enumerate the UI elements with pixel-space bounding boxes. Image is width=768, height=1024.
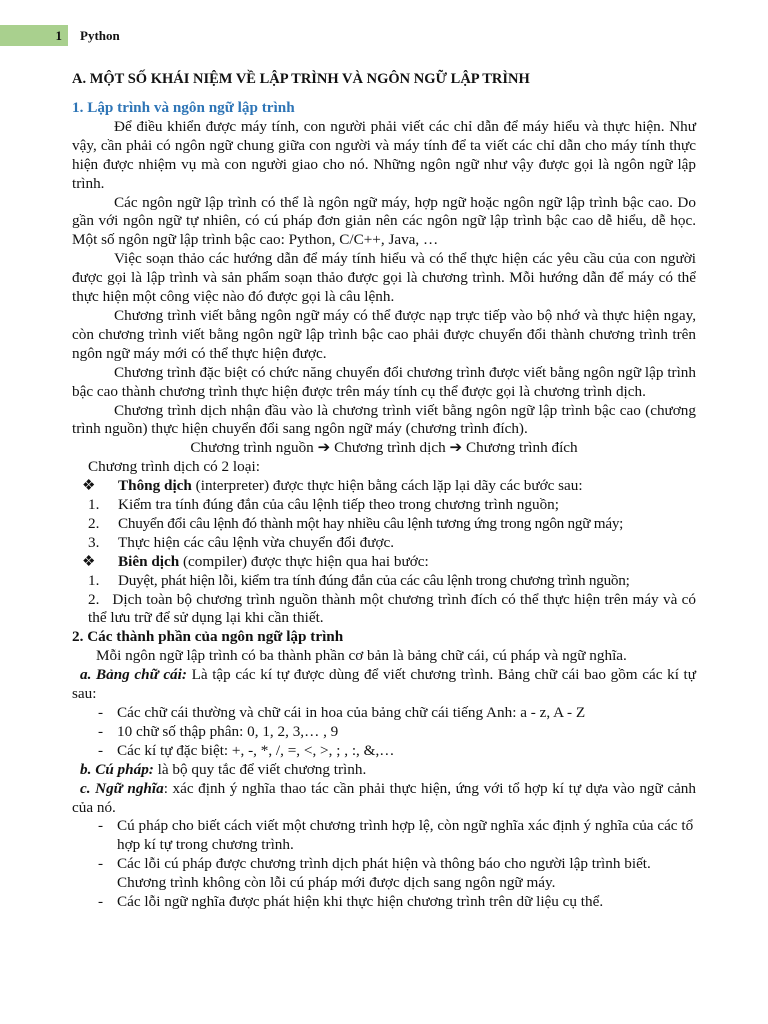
- page-number: 1: [0, 25, 68, 46]
- list-item: - Các lỗi cú pháp được chương trình dịch phát hiện và thông báo cho người lập trình biết. Chương trình không còn lỗi cú pháp mới được dịch sang ngôn ngữ máy.: [98, 855, 651, 892]
- section-2-heading: 2. Các thành phần của ngôn ngữ lập trình: [72, 628, 344, 646]
- dash-bullet: -: [98, 722, 104, 740]
- paragraph: b. Cú pháp: là bộ quy tắc để viết chương trình.: [80, 760, 367, 778]
- term-desc: (compiler) được thực hiện qua hai bước:: [179, 552, 429, 570]
- list-item: - Các chữ cái thường và chữ cái in hoa của bảng chữ cái tiếng Anh: a - z, A - Z: [98, 704, 586, 721]
- list-item: - Các lỗi ngữ nghĩa được phát hiện khi thực hiện chương trình trên dữ liệu cụ thể.: [98, 893, 604, 911]
- list-number: 3.: [88, 533, 100, 551]
- section-1-heading: 1. Lập trình và ngôn ngữ lập trình: [72, 99, 295, 116]
- paragraph: Việc soạn thảo các hướng dẫn để máy tính hiểu và có thể thực hiện các yêu cầu của con người được gọi là lập trình và sản phẩm soạn thảo được gọi là chương trình. Mỗi hướng dẫn để máy có thể thực hiện một công việc nào đó được gọi là câu lệnh.: [72, 250, 696, 306]
- list-item: 2. Chuyển đổi câu lệnh đó thành một hay nhiều câu lệnh tương ứng trong ngôn ngữ máy;: [88, 514, 624, 532]
- list-item: 1. Kiểm tra tính đúng đắn của câu lệnh tiếp theo trong chương trình nguồn;: [88, 496, 559, 514]
- interpreter-item: [72, 477, 696, 496]
- list-item: - Các kí tự đặc biệt: +, -, *, /, =, <, >, ; , :, &,…: [98, 741, 395, 759]
- paragraph: Chương trình dịch có 2 loại:: [88, 458, 260, 476]
- paragraph: Để điều khiển được máy tính, con người phải viết các chỉ dẫn để máy hiểu và thực hiện. Như vậy, cần phải có ngôn ngữ chung giữa con người và máy tính để ta viết các chỉ dẫn cho máy tính thực hiện được nhiệm vụ mà con người giao cho nó. Những ngôn ngữ như vậy được gọi là ngôn ngữ lập trình.: [72, 117, 696, 192]
- diamond-bullet-icon: ❖: [82, 477, 96, 495]
- dash-bullet: -: [98, 855, 104, 873]
- diamond-bullet-icon: ❖: [82, 552, 96, 570]
- paragraph: Chương trình dịch nhận đầu vào là chương trình viết bằng ngôn ngữ lập trình bậc cao (chương trình nguồn) thực hiện chuyển đổi sang ngôn ngữ máy (chương trình đích).: [72, 401, 696, 438]
- paragraph: c. Ngữ nghĩa: xác định ý nghĩa thao tác cần phải thực hiện, ứng với tổ hợp kí tự dựa vào ngữ cảnh của nó.: [72, 779, 696, 816]
- paragraph: Mỗi ngôn ngữ lập trình có ba thành phần cơ bản là bảng chữ cái, cú pháp và ngữ nghĩa.: [96, 647, 627, 665]
- subsection-label: a. Bảng chữ cái:: [80, 666, 187, 684]
- list-item: 1. Duyệt, phát hiện lỗi, kiểm tra tính đúng đắn của các câu lệnh trong chương trình nguồn;: [88, 571, 630, 589]
- list-item: - 10 chữ số thập phân: 0, 1, 2, 3,… , 9: [98, 722, 339, 740]
- header-title: Python: [80, 28, 120, 43]
- list-number: 1.: [88, 496, 100, 514]
- document-title: A. MỘT SỐ KHÁI NIỆM VỀ LẬP TRÌNH VÀ NGÔN NGỮ LẬP TRÌNH: [72, 71, 530, 87]
- paragraph: Các ngôn ngữ lập trình có thể là ngôn ngữ máy, hợp ngữ hoặc ngôn ngữ lập trình bậc cao. Do gần với ngôn ngữ tự nhiên, có cú pháp đơn giản nên các ngôn ngữ lập trình bậc cao dễ hiểu, dễ học. Một số ngôn ngữ lập trình bậc cao: Python, C/C++, Java, …: [72, 193, 696, 249]
- term-desc: (interpreter) được thực hiện bằng cách lặp lại dãy các bước sau:: [191, 477, 583, 495]
- subsection-label: b. Cú pháp:: [80, 760, 154, 778]
- list-number: 1.: [88, 571, 100, 589]
- document-body: [72, 67, 696, 912]
- list-number: 2.: [88, 514, 100, 532]
- dash-bullet: -: [98, 704, 104, 721]
- dash-bullet: -: [98, 893, 104, 911]
- term: Thông dịch: [118, 477, 192, 495]
- list-number: 2.: [88, 590, 100, 608]
- list-item: 3. Thực hiện các câu lệnh vừa chuyển đổi được.: [88, 533, 395, 551]
- subsection-label: c. Ngữ nghĩa: [80, 779, 164, 797]
- paragraph: Chương trình đặc biệt có chức năng chuyển đổi chương trình được viết bằng ngôn ngữ lập trình bậc cao thành chương trình thực hiện được trên máy tính cụ thể được gọi là chương trình dịch.: [72, 363, 696, 400]
- term: Biên dịch: [118, 552, 180, 570]
- list-item: 2. Dịch toàn bộ chương trình nguồn thành một chương trình đích có thể thực hiện trên máy và có thể lưu trữ để sử dụng lại khi cần thiết.: [88, 590, 696, 627]
- page-header: [0, 25, 768, 46]
- paragraph: a. Bảng chữ cái: Là tập các kí tự được dùng để viết chương trình. Bảng chữ cái bao gồm các kí tự sau:: [72, 666, 696, 703]
- list-item: - Cú pháp cho biết cách viết một chương trình hợp lệ, còn ngữ nghĩa xác định ý nghĩa của các tổ hợp kí tự trong chương trình.: [98, 817, 694, 854]
- paragraph: Chương trình viết bằng ngôn ngữ máy có thể được nạp trực tiếp vào bộ nhớ và thực hiện ngay, còn chương trình viết bằng ngôn ngữ lập trình bậc cao phải được chuyển đổi thành chương trình trên ngôn ngữ máy mới có thể thực hiện được.: [72, 306, 696, 362]
- translation-flow: Chương trình nguồn ➔ Chương trình dịch ➔ Chương trình đích: [190, 439, 578, 457]
- dash-bullet: -: [98, 817, 104, 835]
- dash-bullet: -: [98, 741, 104, 759]
- compiler-item: [72, 553, 696, 572]
